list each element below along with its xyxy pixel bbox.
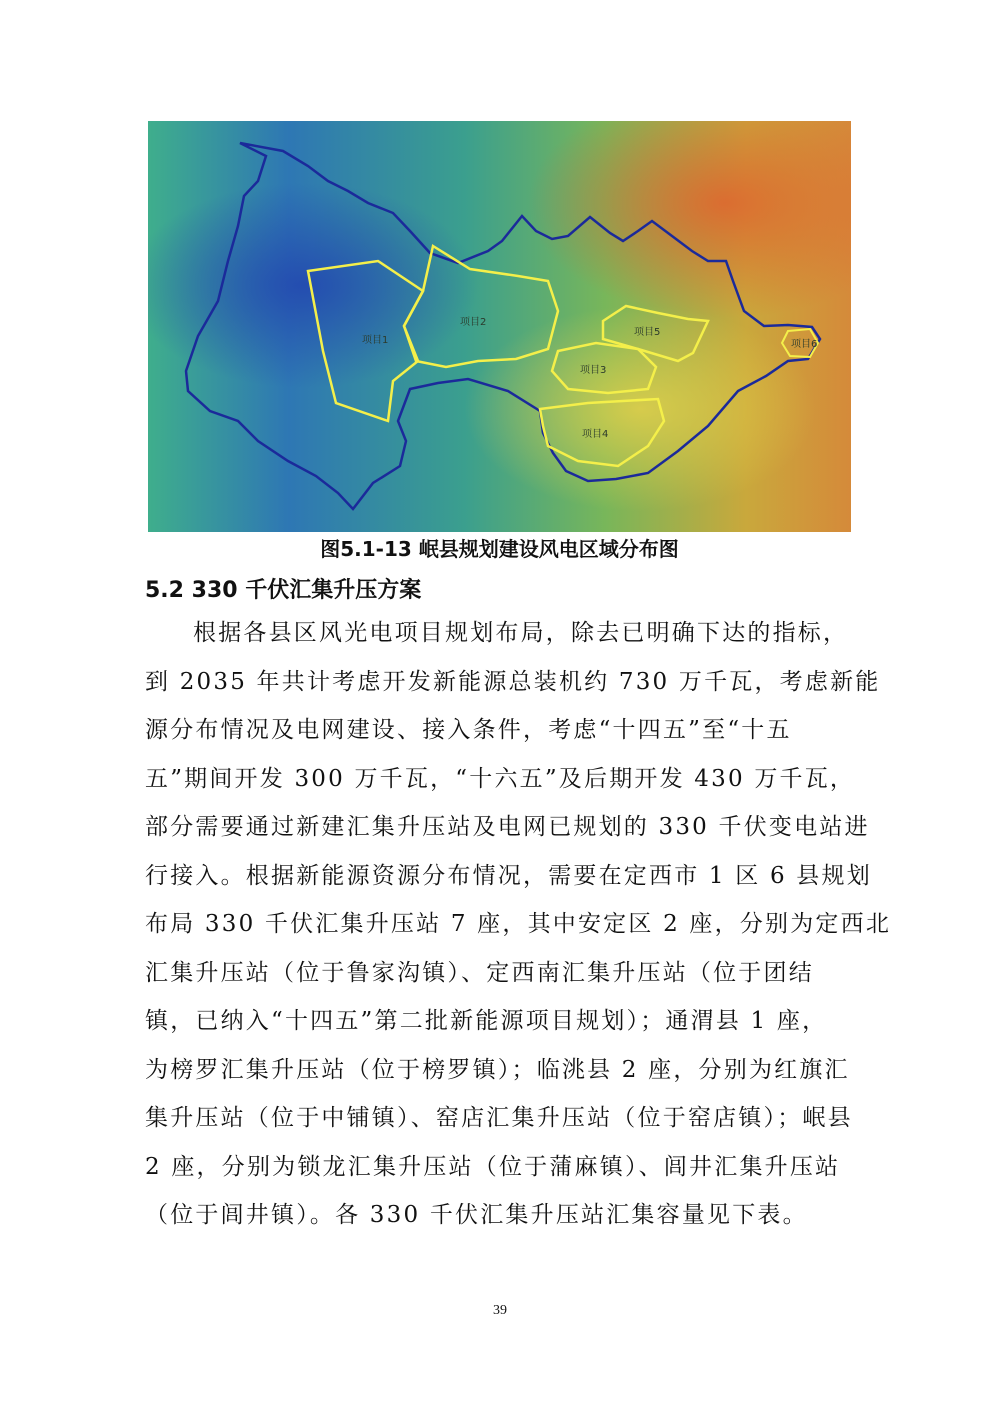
- label-project-1: 项目1: [362, 335, 389, 346]
- figure-caption: 图5.1-13 岷县规划建设风电区域分布图: [320, 537, 679, 561]
- label-project-6: 项目6: [791, 339, 818, 350]
- paragraph-line: 行接入。根据新能源资源分布情况，需要在定西市 1 区 6 县规划: [145, 862, 872, 889]
- paragraph-line: 为榜罗汇集升压站（位于榜罗镇）；临洮县 2 座，分别为红旗汇: [145, 1056, 850, 1083]
- section-body: [145, 616, 892, 1247]
- paragraph-line: 汇集升压站（位于鲁家沟镇）、定西南汇集升压站（位于团结: [145, 959, 814, 986]
- label-project-5: 项目5: [634, 327, 661, 338]
- section-heading: 5.2 330 千伏汇集升压方案: [145, 578, 422, 603]
- paragraph-line: 五”期间开发 300 万千瓦，“十六五”及后期开发 430 万千瓦，: [145, 765, 856, 792]
- label-project-4: 项目4: [582, 429, 609, 440]
- paragraph-line: 布局 330 千伏汇集升压站 7 座，其中安定区 2 座，分别为定西北: [145, 911, 892, 937]
- wind-area-map: [148, 121, 851, 532]
- paragraph-line: 2 座，分别为锁龙汇集升压站（位于蒲麻镇）、闾井汇集升压站: [145, 1153, 841, 1180]
- page-number: 39: [493, 1303, 507, 1318]
- paragraph-line: 根据各县区风光电项目规划布局，除去已明确下达的指标，: [193, 620, 849, 646]
- paragraph-line: 镇，已纳入“十四五”第二批新能源项目规划）；通渭县 1 座，: [145, 1008, 828, 1034]
- paragraph-line: （位于闾井镇）。各 330 千伏汇集升压站汇集容量见下表。: [145, 1202, 808, 1228]
- paragraph-line: 部分需要通过新建汇集升压站及电网已规划的 330 千伏变电站进: [145, 814, 870, 840]
- label-project-3: 项目3: [580, 365, 607, 376]
- paragraph-line: 集升压站（位于中铺镇）、窑店汇集升压站（位于窑店镇）；岷县: [145, 1105, 853, 1131]
- paragraph-line: 源分布情况及电网建设、接入条件，考虑“十四五”至“十五: [145, 717, 792, 743]
- wind-area-map-figure: [148, 121, 851, 532]
- label-project-2: 项目2: [460, 317, 487, 328]
- paragraph-line: 到 2035 年共计考虑开发新能源总装机约 730 万千瓦，考虑新能: [145, 668, 881, 695]
